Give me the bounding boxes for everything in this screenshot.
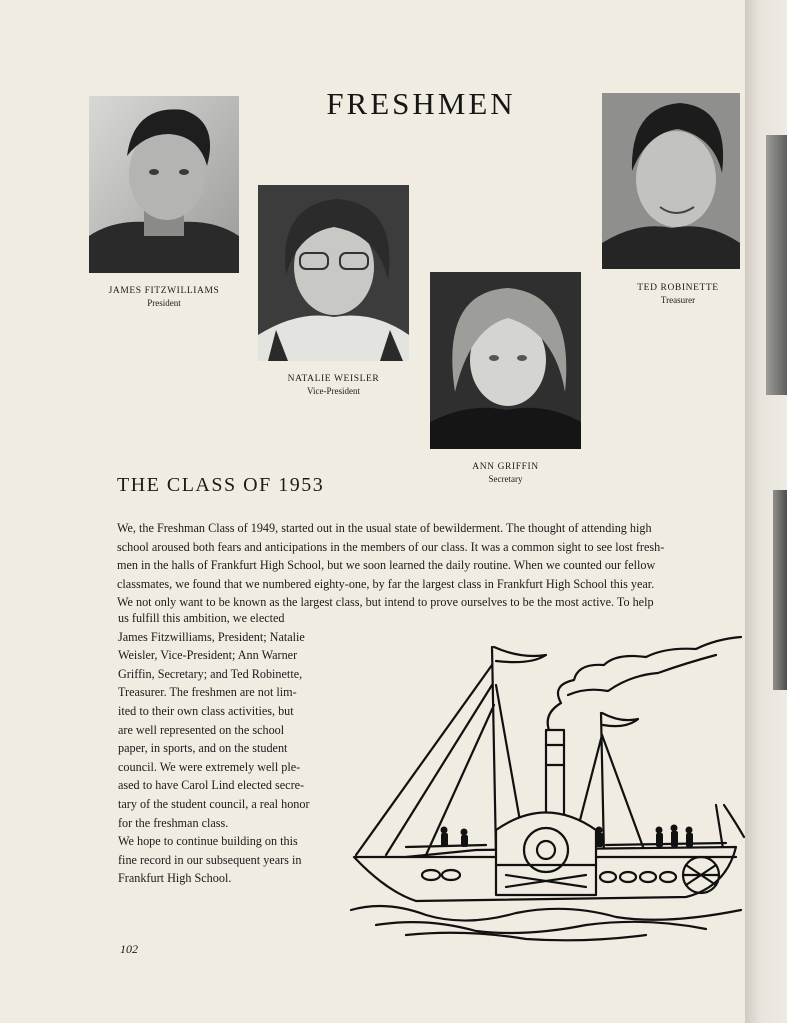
officer-role: President [147, 298, 181, 308]
page-title: FRESHMEN [326, 86, 516, 121]
portrait-vice-president [258, 185, 409, 361]
body-line: We hope to continue building on this [118, 834, 298, 849]
body-line: We not only want to be known as the largest class, but intend to prove ourselves to be the most active. To help [117, 595, 654, 610]
officer-caption-vice-president [258, 373, 409, 397]
portrait-secretary [430, 272, 581, 449]
officer-role: Secretary [488, 474, 523, 484]
officer-name: JAMES FITZWILLIAMS [108, 286, 220, 296]
body-line: fine record in our subsequent years in [118, 852, 302, 867]
body-line: paper, in sports, and on the student [118, 741, 288, 756]
body-line: are well represented on the school [118, 722, 285, 737]
officer-name: NATALIE WEISLER [287, 374, 380, 384]
body-line: We, the Freshman Class of 1949, started out in the usual state of bewilderment. The thought of attending high [117, 521, 652, 535]
adjacent-page-photo [773, 490, 787, 690]
officer-caption-secretary [430, 461, 581, 485]
adjacent-page-photo [766, 135, 787, 395]
officer-name: ANN GRIFFIN [472, 462, 539, 472]
body-line: James Fitzwilliams, President; Natalie [118, 629, 305, 644]
body-line: school aroused both fears and anticipations in the members of our class. It was a common sight to see lost fresh- [117, 539, 665, 554]
page-number: 102 [120, 942, 138, 956]
body-line: for the freshman class. [118, 815, 229, 830]
officer-caption-treasurer [608, 282, 748, 306]
body-line: us fulfill this ambition, we elected [118, 611, 285, 625]
officer-caption-president [89, 285, 239, 309]
section-heading: THE CLASS OF 1953 [117, 474, 325, 496]
body-line: ased to have Carol Lind elected secre- [118, 778, 305, 793]
body-line: Treasurer. The freshmen are not lim- [118, 685, 297, 700]
body-line: tary of the student council, a real honor [118, 796, 310, 811]
portrait-president [89, 96, 239, 273]
body-line: men in the halls of Frankfurt High School, but we soon learned the daily routine. When we counted our fellow [117, 558, 656, 573]
officer-role: Vice-President [307, 386, 360, 396]
body-line: Weisler, Vice-President; Ann Warner [118, 648, 298, 663]
officer-name: TED ROBINETTE [637, 283, 719, 293]
body-line: council. We were extremely well ple- [118, 759, 301, 774]
body-line: ited to their own class activities, but [118, 703, 294, 718]
body-text-narrow [118, 609, 330, 888]
steamboat-illustration [346, 625, 746, 943]
officer-role: Treasurer [660, 295, 696, 305]
portrait-treasurer [602, 93, 740, 269]
body-text-wide [117, 519, 730, 612]
body-line: classmates, we found that we numbered eighty-one, by far the largest class in Frankfurt High School this year. [117, 576, 655, 591]
body-line: Frankfurt High School. [118, 871, 232, 886]
body-line: Griffin, Secretary; and Ted Robinette, [118, 666, 303, 681]
